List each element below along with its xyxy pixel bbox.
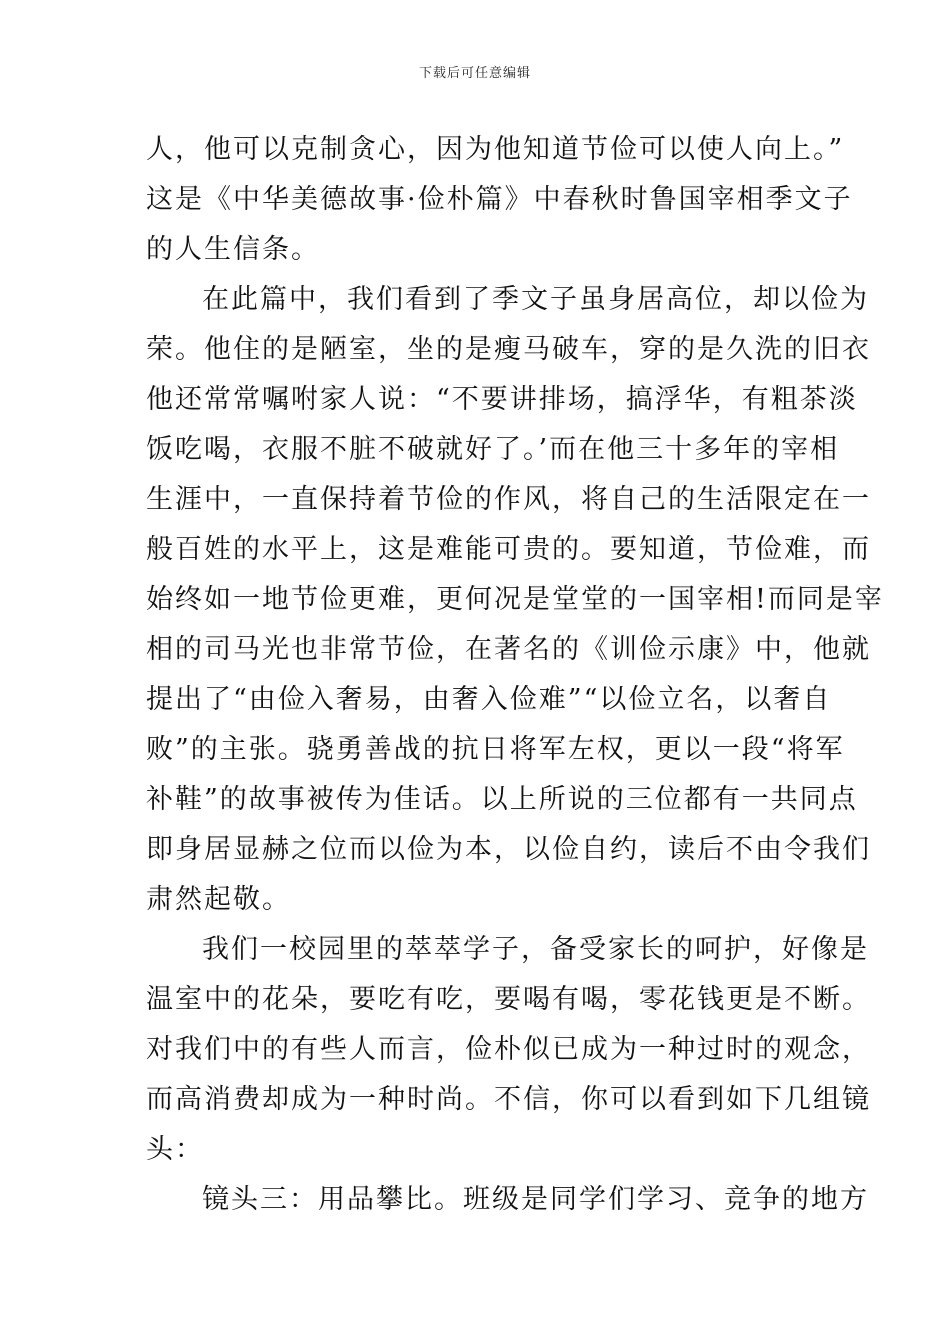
text-line: 即身居显赫之位而以俭为本，以俭自约，读后不由令我们 — [146, 834, 871, 865]
text-line: 补鞋”的故事被传为佳话。以上所说的三位都有一共同点 — [146, 784, 858, 815]
text-line: 镜头三：用品攀比。班级是同学们学习、竞争的地方 — [202, 1184, 869, 1215]
text-line: 提出了“由俭入奢易，由奢入俭难”“以俭立名，以奢自 — [146, 684, 832, 715]
text-line: 生涯中，一直保持着节俭的作风，将自己的生活限定在一 — [146, 484, 871, 515]
page-header: 下载后可任意编辑 — [418, 66, 531, 81]
text-line: 人，他可以克制贪心，因为他知道节俭可以使人向上。” — [146, 134, 845, 165]
text-line: 对我们中的有些人而言，俭朴似已成为一种过时的观念， — [146, 1034, 871, 1065]
text-line: 般百姓的水平上，这是难能可贵的。要知道，节俭难，而 — [146, 534, 871, 565]
text-line: 在此篇中，我们看到了季文子虽身居高位，却以俭为 — [202, 284, 869, 315]
body-text — [146, 125, 884, 1225]
text-line: 饭吃喝，衣服不脏不破就好了。’而在他三十多年的宰相 — [146, 434, 840, 465]
text-line: 这是《中华美德故事·俭朴篇》中春秋时鲁国宰相季文子 — [146, 184, 853, 215]
text-line: 他还常常嘱咐家人说：“不要讲排场，搞浮华，有粗茶淡 — [146, 384, 858, 415]
text-line: 荣。他住的是陋室，坐的是瘦马破车，穿的是久洗的旧衣 — [146, 334, 871, 365]
text-line: 败”的主张。骁勇善战的抗日将军左权，更以一段“将军 — [146, 734, 845, 765]
text-line: 的人生信条。 — [146, 234, 320, 265]
text-line: 我们一校园里的萃萃学子，备受家长的呵护，好像是 — [202, 934, 869, 965]
text-line: 肃然起敬。 — [146, 884, 291, 915]
text-line: 而高消费却成为一种时尚。不信，你可以看到如下几组镜 — [146, 1084, 871, 1115]
text-line: 温室中的花朵，要吃有吃，要喝有喝，零花钱更是不断。 — [146, 984, 871, 1015]
text-line: 始终如一地节俭更难，更何况是堂堂的一国宰相!而同是宰 — [146, 584, 884, 615]
text-line: 相的司马光也非常节俭，在著名的《训俭示康》中，他就 — [146, 634, 871, 665]
text-line: 头： — [146, 1134, 204, 1165]
